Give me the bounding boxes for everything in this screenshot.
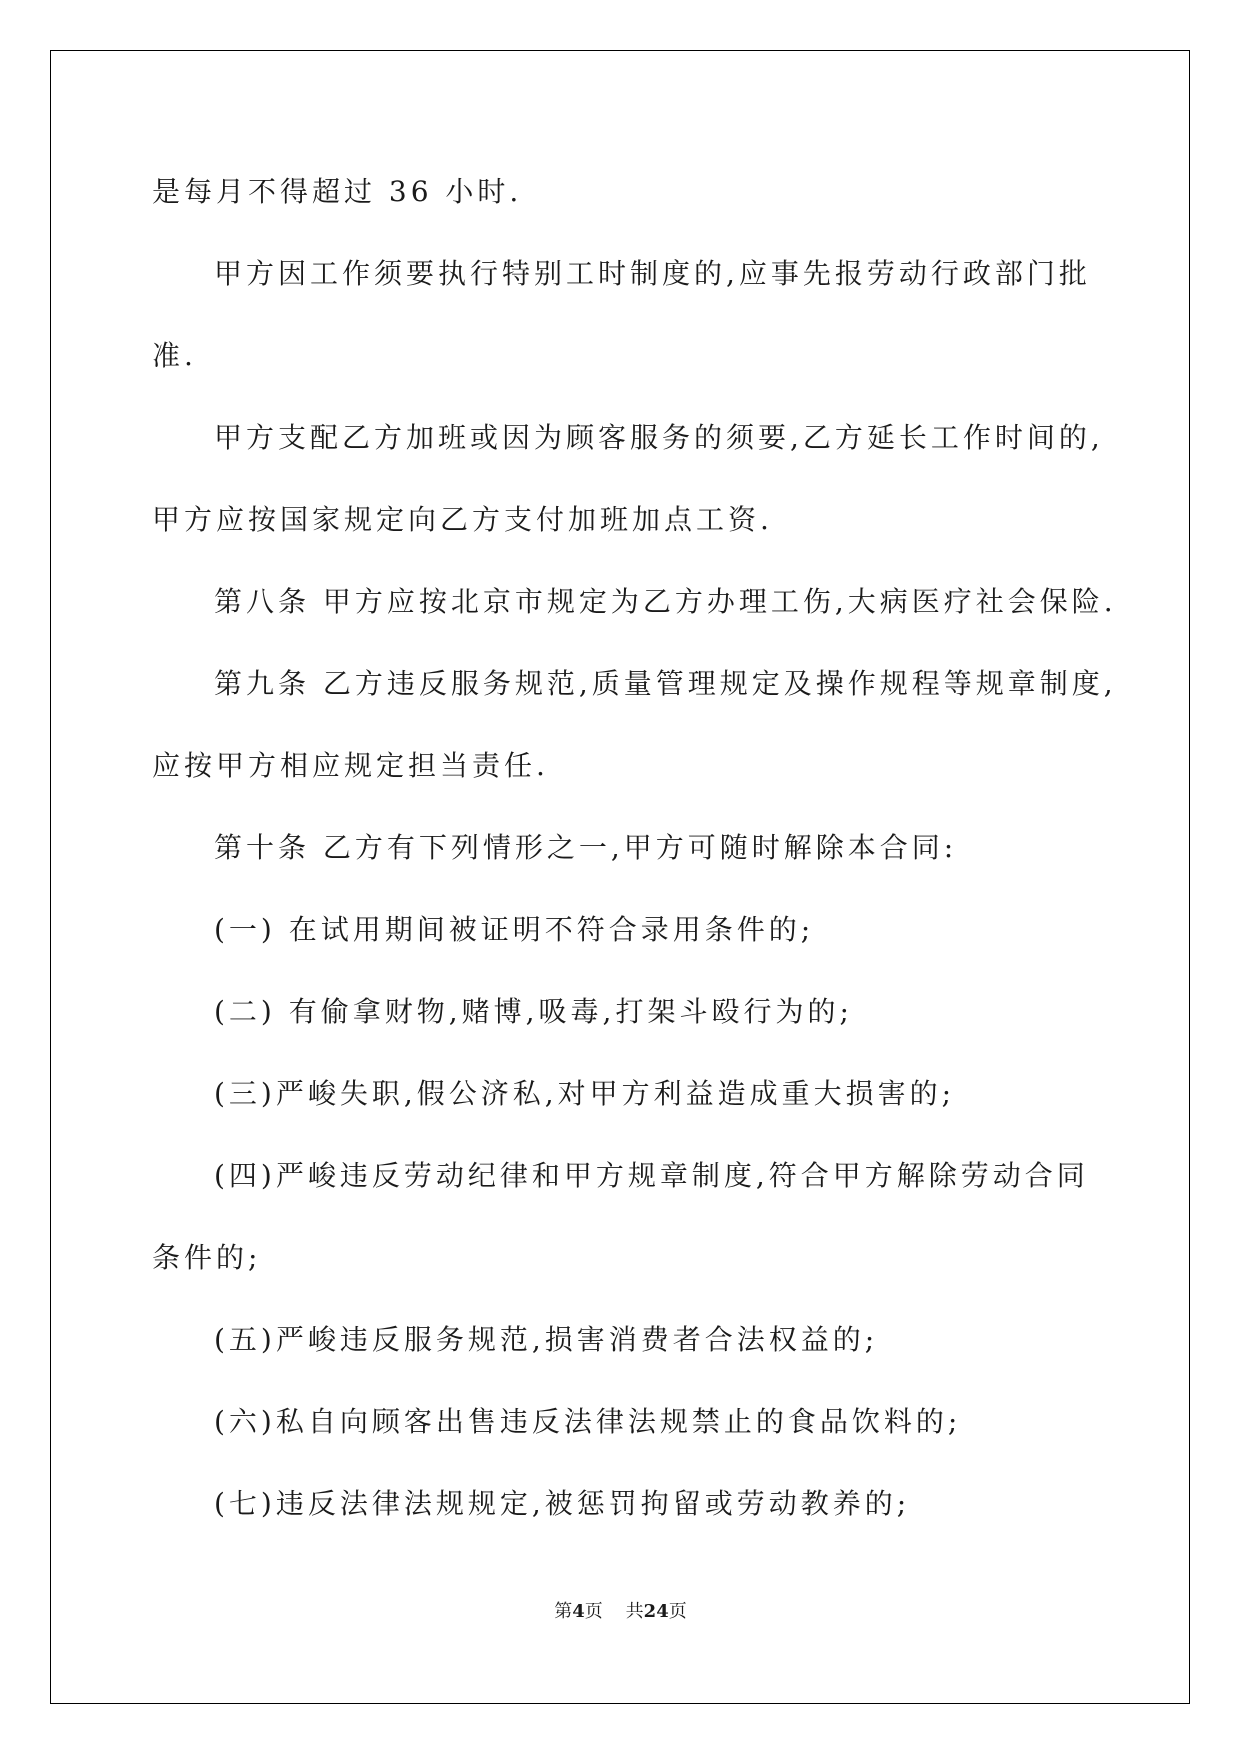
text-line: 甲方因工作须要执行特别工时制度的,应事先报劳动行政部门批 [214, 257, 1091, 290]
text-line: (五)严峻违反服务规范,损害消费者合法权益的; [214, 1323, 879, 1356]
text-line: 第九条 乙方违反服务规范,质量管理规定及操作规程等规章制度, [214, 667, 1117, 700]
footer-prefix: 第 [554, 1601, 573, 1622]
total-pages-number: 24 [643, 1601, 669, 1622]
text-line: (一) 在试用期间被证明不符合录用条件的; [214, 913, 815, 946]
text-line: 第十条 乙方有下列情形之一,甲方可随时解除本合同: [214, 831, 958, 864]
current-page-number: 4 [572, 1601, 585, 1622]
text-line: 是每月不得超过 36 小时. [152, 175, 523, 208]
text-line: 条件的; [152, 1241, 262, 1274]
footer-page-unit: 页 [584, 1601, 603, 1622]
text-line: 准. [152, 339, 197, 372]
page-frame [50, 50, 1190, 1704]
footer-total-prefix: 共 [625, 1601, 644, 1622]
text-line: 第八条 甲方应按北京市规定为乙方办理工伤,大病医疗社会保险. [214, 585, 1117, 618]
text-line: 甲方应按国家规定向乙方支付加班加点工资. [152, 503, 773, 536]
text-line: (四)严峻违反劳动纪律和甲方规章制度,符合甲方解除劳动合同 [214, 1159, 1089, 1192]
text-line: (七)违反法律法规规定,被惩罚拘留或劳动教养的; [214, 1487, 911, 1520]
text-line: (六)私自向顾客出售违反法律法规禁止的食品饮料的; [214, 1405, 962, 1438]
text-line: 应按甲方相应规定担当责任. [152, 749, 549, 782]
text-line: (二) 有偷拿财物,赌博,吸毒,打架斗殴行为的; [214, 995, 853, 1028]
text-line: 甲方支配乙方加班或因为顾客服务的须要,乙方延长工作时间的, [214, 421, 1104, 454]
page-footer [0, 1597, 1241, 1623]
footer-total-unit: 页 [668, 1601, 687, 1622]
text-line: (三)严峻失职,假公济私,对甲方利益造成重大损害的; [214, 1077, 956, 1110]
